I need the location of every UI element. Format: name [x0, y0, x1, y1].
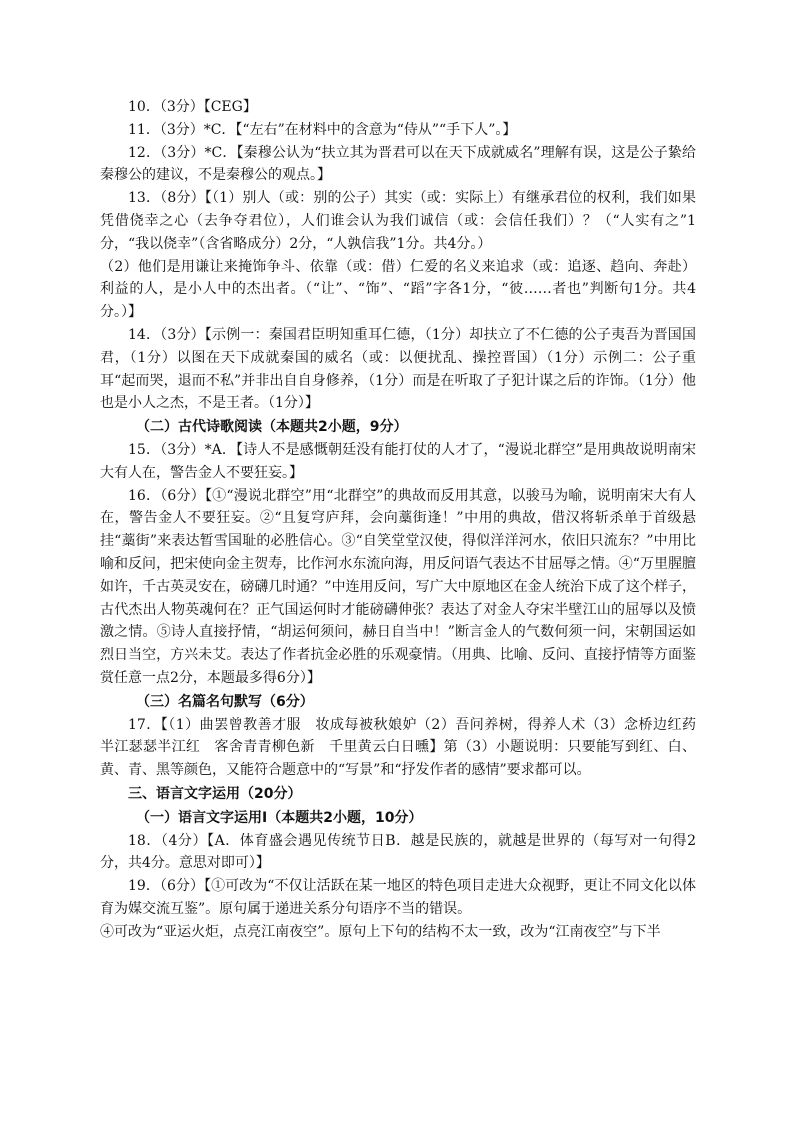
- answer-q11: 11．（3分）*C．【“左右”在材料中的含意为“侍从”“手下人”。】: [128, 121, 517, 138]
- answer-q18: 18．（4分）【A．体育盛会遇见传统节日B．越是民族的，就越是世界的（每写对一句得2分，共4分。意思对即可）】: [100, 832, 696, 872]
- answer-q19-part1: 19．（6分）【①可改为“不仅让活跃在某一地区的特色项目走进大众视野，更让不同文化以体育为媒交流互鉴”。原句属于递进关系分句语序不当的错误。: [100, 878, 696, 917]
- answer-q13-part2: （2）他们是用谦让来掩饰争斗、依靠（或：借）仁爱的名义来追求（或：追逐、趋向、奔赴）利益的人，是小人中的杰出者。（“让”、“饰”、“蹈”字各1分，“彼……者也”判断句1分。共4分。）】: [100, 258, 696, 321]
- answer-q19-part2: ④可改为“亚运火炬，点亮江南夜空”。原句上下句的结构不太一致，改为“江南夜空”与下半: [100, 923, 661, 940]
- section-heading-language-1: （一）语言文字运用Ⅰ（本题共2小题，10分）: [136, 809, 423, 826]
- answer-document: [100, 96, 710, 943]
- section-heading-language: 三、语言文字运用（20分）: [128, 785, 302, 802]
- answer-q16: 16．（6分）【①“漫说北群空”用“北群空”的典故而反用其意，以骏马为喻，说明南宋大有人在，警告金人不要狂妄。②“且复穹庐拜，会向藁街逢！”中用的典故，借汉将斩杀单于首级悬挂“藁街”来表达暂雪国耻的必胜信心。③“自笑堂堂汉使，得似洋洋河水，依旧只流东？”中用比喻和反问，把宋使向金主贺寿，比作河水东流向海，用反问语气表达不甘屈辱之情。④“万里腥膻如许，千古英灵安在，磅礴几时通？”中连用反问，写广大中原地区在金人统治下成了这个样子，古代杰出人物英魂何在？正气国运何时才能磅礴伸张？表达了对金人夺宋半壁江山的屈辱以及愤激之情。⑤诗人直接抒情，“胡运何须问，赫日自当中！”断言金人的气数何须一问，宋朝国运如烈日当空，方兴未艾。表达了作者抗金必胜的乐观豪情。（用典、比喻、反问、直接抒情等方面鉴赏任意一点2分，本题最多得6分）】: [100, 487, 696, 686]
- section-heading-poetry: （二）古代诗歌阅读（本题共2小题，9分）: [136, 419, 408, 436]
- answer-q10: 10．（3分）【CEG】: [128, 99, 257, 115]
- answer-q14: 14．（3分）【示例一：秦国君臣明知重耳仁德，（1分）却扶立了不仁德的公子夷吾为晋国国君，（1分）以图在天下成就秦国的威名（或：以便扰乱、操控晋国）（1分）示例二：公子重耳“起而哭，退而不私”并非出自自身修养，（1分）而是在听取了子犯计谋之后的诈饰。（1分）他也是小人之杰，不是王者。（1分）】: [100, 326, 696, 412]
- section-heading-recitation: （三）名篇名句默写（6分）: [136, 693, 314, 710]
- answer-q15: 15．（3分）*A．【诗人不是感慨朝廷没有能打仗的人才了，“漫说北群空”是用典故说明南宋大有人在，警告金人不要狂妄。】: [100, 441, 696, 481]
- answer-q17: 17．【（1）曲罢曾教善才服 妆成每被秋娘妒（2）吾问养树，得养人术（3）念桥边红药 半江瑟瑟半江红 客舍青青柳色新 千里黄云白日曛】第（3）小题说明：只要能写到红、白、黄、青、黑等颜色，又能符合题意中的“写景”和“抒发作者的感情”要求都可以。: [100, 716, 710, 779]
- answer-q12: 12．（3分）*C．【秦穆公认为“扶立其为晋君可以在天下成就威名”理解有误，这是公子絷给秦穆公的建议，不是秦穆公的观点。】: [100, 144, 696, 184]
- answer-q13-part1: 13．（8分）【（1）别人（或：别的公子）其实（或：实际上）有继承君位的权利，我们如果凭借侥幸之心（去争夺君位），人们谁会认为我们诚信（或：会信任我们）？（“人实有之”1分，“我以侥幸”（含省略成分）2分，“人孰信我”1分。共4分。）: [100, 190, 696, 252]
